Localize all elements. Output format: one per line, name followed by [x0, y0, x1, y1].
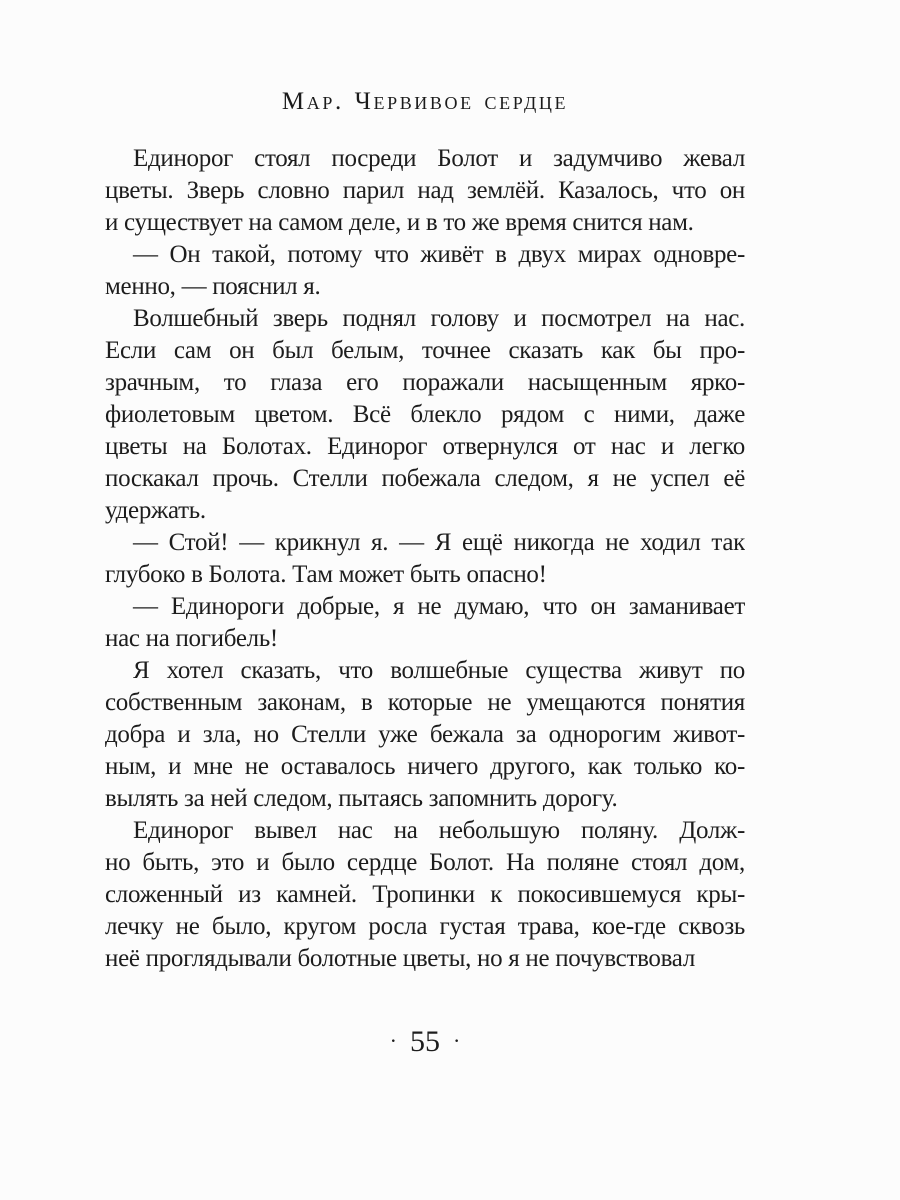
text-line: Единорог стоял посреди Болот и задумчиво жевал [133, 145, 745, 172]
text-line: ным, и мне не оставалось ничего другого, как только ко- [105, 753, 745, 780]
text-line: — Стой! — крикнул я. — Я ещё никогда не ходил так [133, 529, 745, 556]
text-line: лечку не было, кругом росла густая трава, кое-где сквозь [105, 913, 745, 940]
text-line: Если сам он был белым, точнее сказать как бы про- [105, 337, 745, 364]
text-line: поскакал прочь. Стелли побежала следом, я не успел её [105, 465, 745, 492]
text-line: Я хотел сказать, что волшебные существа живут по [133, 657, 745, 684]
text-line: неё проглядывали болотные цветы, но я не почувствовал [105, 945, 695, 972]
text-line: фиолетовым цветом. Всё блекло рядом с ними, даже [105, 401, 745, 428]
paragraph [105, 591, 745, 655]
text-line: цветы на Болотах. Единорог отвернулся от нас и легко [105, 433, 745, 460]
text-line: сложенный из камней. Тропинки к покосившемуся кры- [105, 881, 745, 908]
paragraph [105, 143, 745, 239]
paragraph [105, 815, 745, 975]
text-line: цветы. Зверь словно парил над землёй. Казалось, что он [105, 177, 745, 204]
text-line: зрачным, то глаза его поражали насыщенным ярко- [105, 369, 745, 396]
page-number: 55 [410, 1025, 440, 1059]
text-block [105, 143, 745, 975]
text-line: глубоко в Болота. Там может быть опасно! [105, 561, 547, 588]
running-header-title: Мар. Червивое сердце [281, 88, 569, 115]
text-line: собственным законам, в которые не умещаются понятия [105, 689, 745, 716]
text-line: — Он такой, потому что живёт в двух мирах одновре- [133, 241, 745, 268]
text-line: Волшебный зверь поднял голову и посмотрел на нас. [133, 305, 745, 332]
text-line: Единорог вывел нас на небольшую поляну. Долж- [133, 817, 745, 844]
paragraph [105, 527, 745, 591]
text-line: — Единороги добрые, я не думаю, что он заманивает [133, 593, 745, 620]
paragraph [105, 303, 745, 527]
page-footer [105, 1024, 745, 1060]
text-line: добра и зла, но Стелли уже бежала за однорогим живот- [105, 721, 745, 748]
footer-dot-right: · [453, 1028, 461, 1054]
text-line: и существует на самом деле, и в то же время снится нам. [105, 209, 694, 236]
footer-dot-left: · [389, 1028, 397, 1054]
text-line: вылять за ней следом, пытаясь запомнить дорогу. [105, 785, 618, 812]
paragraph [105, 655, 745, 815]
text-line: удержать. [105, 497, 206, 524]
text-line: но быть, это и было сердце Болот. На поляне стоял дом, [105, 849, 745, 876]
paragraph [105, 239, 745, 303]
text-line: нас на погибель! [105, 625, 278, 652]
text-line: менно, — пояснил я. [105, 273, 321, 300]
